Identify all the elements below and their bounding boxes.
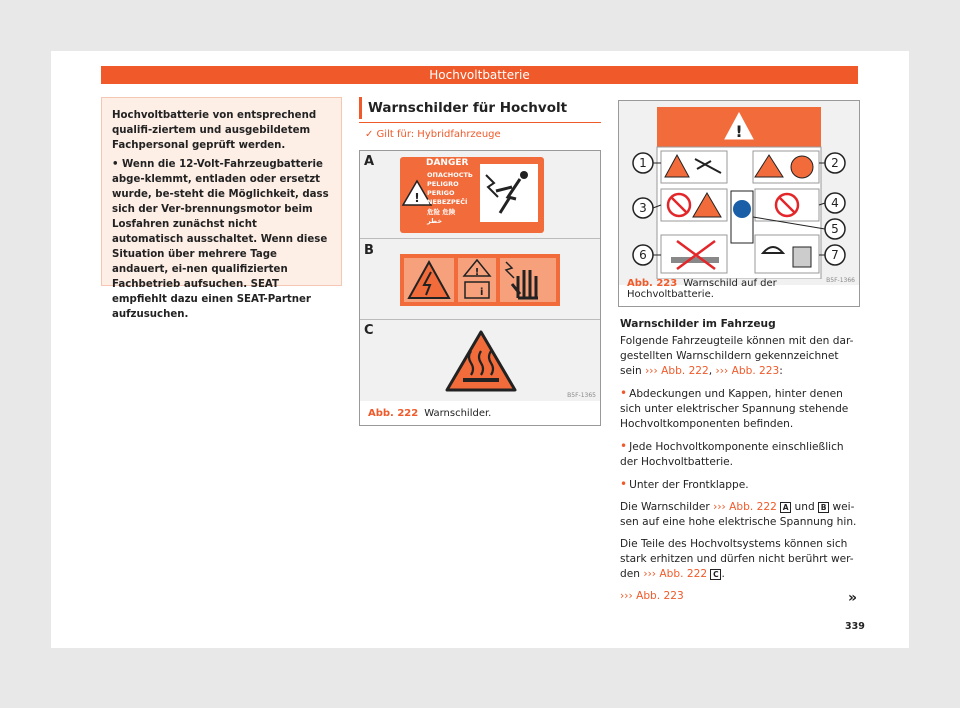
callout-number: 1 <box>639 156 647 170</box>
figure-link[interactable]: ››› Abb. 222 <box>645 365 709 377</box>
figure-link[interactable]: ››› Abb. 223 <box>715 365 780 377</box>
list-item: • Abdeckungen und Kappen, hinter denen sich unter elektrischer Spannung stehende Hochvoltkomponenten befinden. <box>620 386 849 430</box>
section-title: Warnschilder für Hochvolt <box>359 97 601 119</box>
figure-link[interactable]: ››› Abb. 222 <box>643 568 708 580</box>
manual-icon <box>733 200 751 218</box>
callout-number: 4 <box>831 196 839 210</box>
page-header: Hochvoltbatterie <box>101 66 858 84</box>
intro-paragraph: Folgende Fahrzeugteile können mit den dar-gestellten Warnschildern gekennzeichnet sein ››› Abb. 222, ››› Abb. 223: <box>620 335 854 377</box>
figure-223 <box>618 100 860 307</box>
label-a: A <box>364 154 375 169</box>
title-divider <box>359 122 601 123</box>
applies-to: ✓ Gilt für: Hybridfahrzeuge <box>365 129 501 140</box>
body-heading: Warnschilder im Fahrzeug <box>620 318 776 330</box>
danger-translation: خطر <box>427 217 443 225</box>
notice-paragraph: Hochvoltbatterie von entsprechend qualifi-ziertem und ausgebildetem Fachpersonal geprüft werden. <box>112 110 317 151</box>
svg-text:!: ! <box>735 122 743 141</box>
danger-label-sign <box>400 157 544 233</box>
label-box: A <box>780 502 791 513</box>
figure-link[interactable]: ››› Abb. 222 <box>713 501 777 513</box>
section-header <box>359 97 601 140</box>
high-voltage-sign <box>400 254 560 306</box>
figure-222-image <box>360 151 600 401</box>
paragraph <box>620 589 860 604</box>
figure-caption <box>368 408 491 419</box>
danger-translation: NEBEZPEČÍ <box>427 198 468 206</box>
label-c: C <box>364 323 374 338</box>
caption-text: Warnschild auf der Hochvoltbatterie. <box>627 278 777 300</box>
caption-text: Warnschilder. <box>424 408 492 419</box>
battery-warning-label <box>627 107 851 279</box>
figure-223-image <box>619 101 859 285</box>
danger-translation: PERIGO <box>427 189 455 197</box>
figure-caption <box>627 278 859 300</box>
hot-surface-icon <box>445 329 517 393</box>
danger-translation: ОПАСНОСТЬ <box>427 171 473 179</box>
svg-text:!: ! <box>474 267 480 278</box>
list-item: • Unter der Frontklappe. <box>620 477 749 491</box>
paragraph: Die Warnschilder ››› Abb. 222 A und B wei-sen auf eine hohe elektrische Spannung hin. <box>620 501 857 528</box>
callout-number: 5 <box>831 222 839 236</box>
figure-222 <box>359 150 601 426</box>
callout-number: 6 <box>639 248 647 262</box>
paragraph: Die Teile des Hochvoltsystems können sich stark erhitzen und dürfen nicht berührt wer-den ››› Abb. 222 C . <box>620 538 854 580</box>
danger-translation: 危险 危険 <box>427 208 456 216</box>
notice-paragraph: • Wenn die 12-Volt-Fahrzeugbatterie abge-klemmt, entladen oder ersetzt wurde, be-steht die Möglichkeit, dass sich der Ver-brennungsmotor beim Losfahren zunächst nicht automatisch ausschaltet. Wenn diese Situation über mehrere Tage andauert, ei-nen qualifizierten Fachbetrieb aufsuchen. SEAT empfiehlt dazu einen SEAT-Partner aufzusuchen. <box>112 159 329 320</box>
callout-number: 7 <box>831 248 839 262</box>
danger-word: DANGER <box>426 158 469 168</box>
svg-text:i: i <box>480 287 484 298</box>
continue-arrow: » <box>848 590 858 606</box>
label-box: B <box>818 502 829 513</box>
list-item: • Jede Hochvoltkomponente einschließlich der Hochvoltbatterie. <box>620 439 844 468</box>
manual-icon <box>458 258 496 302</box>
svg-text:!: ! <box>414 191 420 205</box>
figure-ref: Abb. 222 <box>368 408 419 419</box>
figure-ref: Abb. 223 <box>627 278 678 289</box>
figure-link[interactable]: ››› Abb. 223 <box>620 590 684 602</box>
notice-box <box>101 97 342 320</box>
label-box: C <box>710 569 721 580</box>
label-b: B <box>364 243 374 258</box>
danger-translation: PELIGRO <box>427 180 459 188</box>
page-number: 339 <box>845 621 865 632</box>
body-text <box>620 317 860 611</box>
figure-code: B5F-1366 <box>826 277 855 284</box>
figure-code: B5F-1365 <box>567 392 596 399</box>
callout-number: 3 <box>639 201 647 215</box>
callout-number: 2 <box>831 156 839 170</box>
